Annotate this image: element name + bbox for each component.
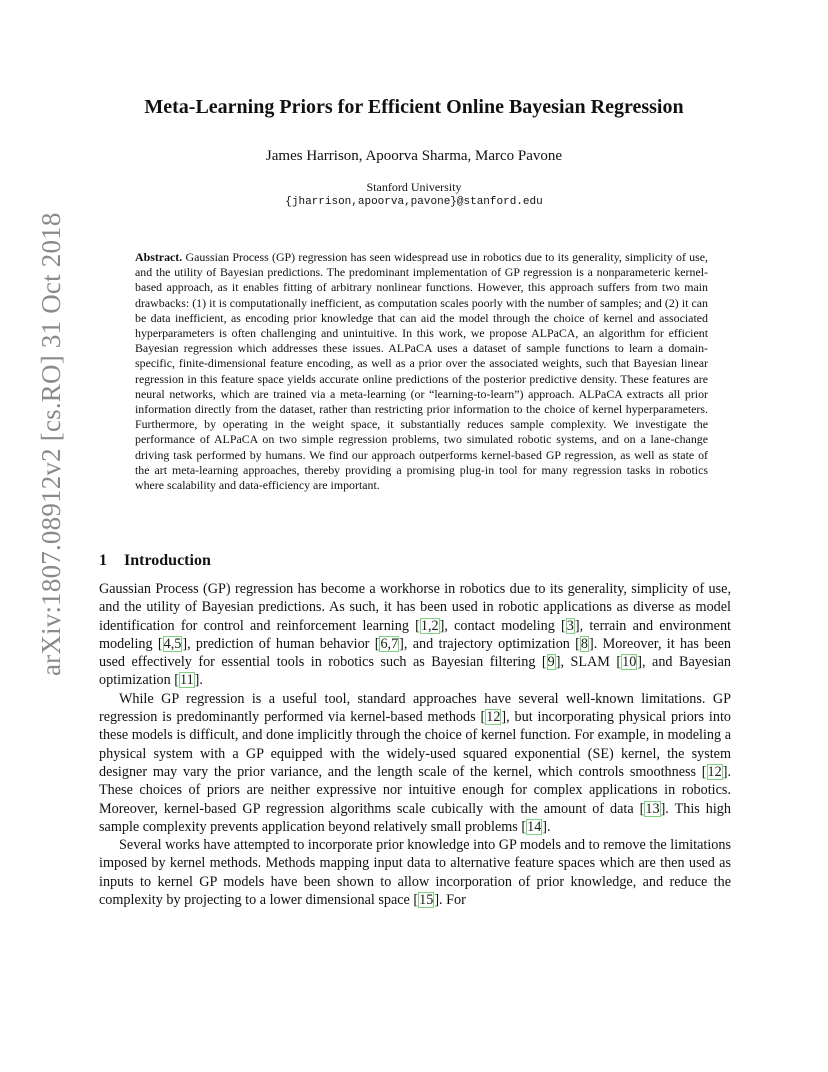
- paragraph: [99, 580, 731, 690]
- citation-link[interactable]: 11: [180, 672, 194, 689]
- text-run: ], contact modeling [: [439, 617, 566, 634]
- citation-link[interactable]: 10: [622, 654, 637, 671]
- affiliation: Stanford University: [366, 180, 462, 194]
- author-list: James Harrison, Apoorva Sharma, Marco Pavone: [265, 148, 563, 164]
- author-emails: {jharrison,apoorva,pavone}@stanford.edu: [285, 196, 543, 208]
- abstract-text: Gaussian Process (GP) regression has seen widespread use in robotics due to its generality, simplicity of use, and the utility of Bayesian predictions. The predominant implementation of GP regression is a nonparameteric kernel-based approach, as it enables fitting of arbitrary nonlinear functions. However, this approach suffers from two main drawbacks: (1) it is computationally inefficient, as computation scales poorly with the number of samples; and (2) it can be data inefficient, as encoding prior knowledge that can aid the model through the choice of kernel and associated hyperparameters is often challenging and unintuitive. In this work, we propose ALPaCA, an algorithm for efficient Bayesian regression which addresses these issues. ALPaCA uses a dataset of sample functions to learn a domain-specific, finite-dimensional feature encoding, as well as a prior over the associated weights, such that Bayesian linear regression in this feature space yields accurate online predictions of the posterior predictive density. These features are neural networks, which are trained via a meta-learning (or “learning-to-learn”) approach. ALPaCA extracts all prior information directly from the dataset, rather than restricting prior information to the choice of kernel hyperparameters. Furthermore, by operating in the weight space, it substantially reduces sample complexity. We investigate the performance of ALPaCA on two simple regression problems, two simulated robotic systems, and on a lane-change driving task performed by humans. We find our approach outperforms kernel-based GP regression, as well as state of the art meta-learning approaches, thereby providing a promising plug-in tool for many regression tasks in robotics where scalability and data-efficiency are important.: [135, 250, 708, 493]
- affiliation-block: [60, 180, 768, 210]
- text-run: ].: [194, 672, 203, 689]
- text-run: ]. This high sample complexity prevents application beyond relatively small problems [: [99, 800, 731, 835]
- text-run: ], prediction of human behavior [: [182, 635, 380, 652]
- abstract: [135, 250, 708, 493]
- citation-link[interactable]: 4,5: [163, 635, 182, 652]
- text-run: Gaussian Process (GP) regression has become a workhorse in robotics due to its generality, simplicity of use, and the utility of Bayesian predictions. As such, it has been used in robotic applications as diverse as model identification for control and reinforcement learning [: [99, 581, 731, 634]
- text-run: ], SLAM [: [555, 654, 622, 671]
- citation-link[interactable]: 12: [707, 763, 722, 780]
- section-title: Introduction: [124, 552, 211, 569]
- text-run: ]. For: [434, 892, 466, 909]
- text-run: ], and trajectory optimization [: [399, 635, 580, 652]
- text-run: Several works have attempted to incorporate prior knowledge into GP models and to remove the limitations imposed by kernel methods. Methods mapping input data to alternative feature spaces which are then used as inputs to kernel GP models have been shown to allow incorporation of prior knowledge, and reduce the complexity by projecting to a lower dimensional space [: [99, 837, 731, 909]
- body-text: [99, 580, 731, 909]
- section-heading: [99, 552, 211, 570]
- text-run: ], terrain and environment modeling [: [99, 617, 731, 652]
- paragraph: [99, 836, 731, 909]
- citation-link[interactable]: 1,2: [420, 617, 439, 634]
- abstract-label: Abstract.: [135, 250, 183, 264]
- text-run: ], but incorporating physical priors into these models is difficult, and done implicitly through the choice of kernel function. For example, in modeling a physical system with a GP equipped with the widely-used squared exponential (SE) kernel, the system designer may vary the prior variance, and the length scale of the kernel, which controls smoothness [: [99, 709, 731, 780]
- text-run: ].: [542, 818, 551, 835]
- citation-link[interactable]: 3: [566, 617, 574, 634]
- text-run: ]. Moreover, it has been used effectively for essential tools in robotics such as Bayesian filtering [: [99, 635, 731, 671]
- citation-link[interactable]: 6,7: [380, 635, 399, 652]
- text-run: While GP regression is a useful tool, standard approaches have several well-known limitations. GP regression is predominantly performed via kernel-based methods [: [99, 690, 731, 726]
- citation-link[interactable]: 9: [547, 654, 555, 671]
- paper-title: Meta-Learning Priors for Efficient Online Bayesian Regression: [144, 96, 684, 118]
- citation-link[interactable]: 13: [645, 800, 660, 817]
- citation-link[interactable]: 15: [419, 892, 434, 909]
- section-number: 1: [99, 552, 107, 569]
- citation-link[interactable]: 14: [527, 818, 542, 835]
- paragraph: [99, 690, 731, 836]
- citation-link[interactable]: 8: [580, 635, 589, 652]
- text-run: ], and Bayesian optimization [: [99, 654, 731, 689]
- text-run: ]. These choices of priors are neither expressive nor intuitive enough for complex applications in robotics. Moreover, kernel-based GP regression algorithms scale cubically with the amount of data [: [99, 763, 731, 817]
- arxiv-identifier: arXiv:1807.08912v2 [cs.RO] 31 Oct 2018: [36, 212, 66, 676]
- citation-link[interactable]: 12: [486, 709, 501, 726]
